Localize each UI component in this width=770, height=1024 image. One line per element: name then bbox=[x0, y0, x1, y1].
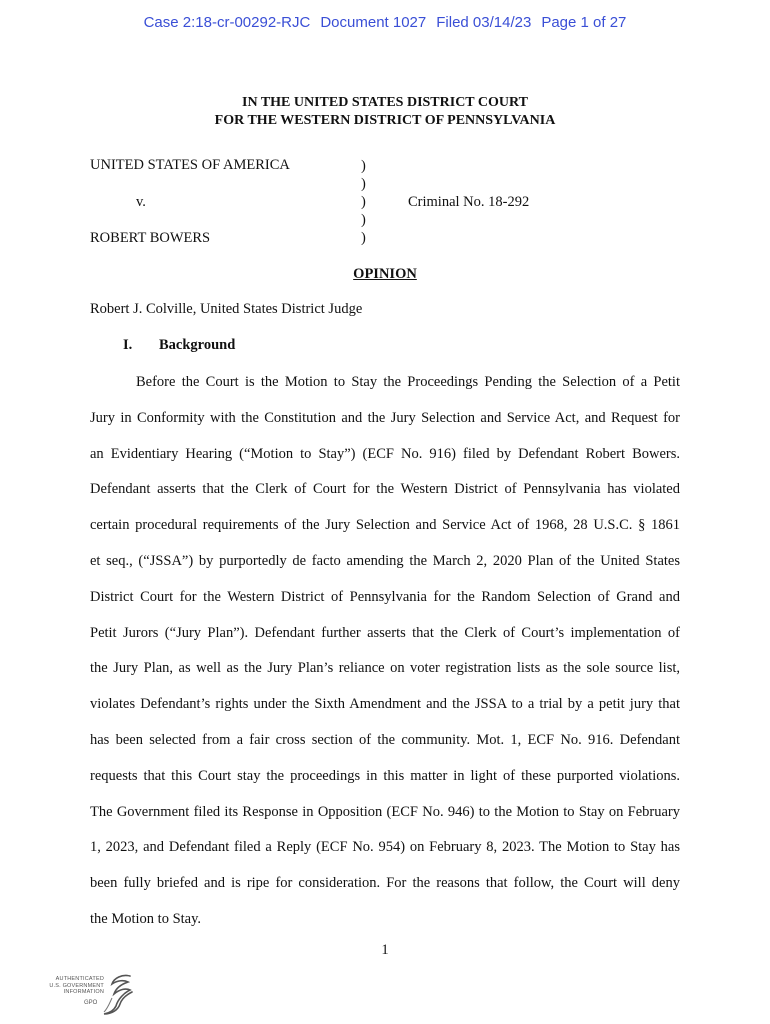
paragraph-line: Defendant asserts that the Clerk of Court for the Western District of Pennsylvania has violated bbox=[90, 481, 680, 498]
paragraph-line: District Court for the Western District of Pennsylvania for the Random Selection of Grand and bbox=[90, 588, 680, 605]
gpo-authentication-seal bbox=[44, 972, 134, 1016]
paragraph-line: Petit Jurors (“Jury Plan”). Defendant further asserts that the Clerk of Court’s implementation of bbox=[90, 624, 680, 641]
defendant-name: ROBERT BOWERS bbox=[90, 230, 211, 246]
paragraph-line: 1, 2023, and Defendant filed a Reply (ECF No. 954) on February 8, 2023. The Motion to Stay has bbox=[90, 839, 680, 856]
filed-date: Filed 03/14/23 bbox=[436, 14, 532, 31]
court-heading bbox=[0, 94, 770, 130]
case-number: Case 2:18-cr-00292-RJC bbox=[143, 14, 311, 31]
caption-parens: ) ) ) ) ) bbox=[361, 158, 366, 246]
paragraph-line: requests that this Court stay the proceedings in this matter in light of these purported violations. bbox=[90, 767, 680, 784]
eagle-logo-icon bbox=[100, 972, 134, 1016]
paragraph-line: an Evidentiary Hearing (“Motion to Stay”) (ECF No. 916) filed by Defendant Robert Bowers. bbox=[90, 445, 680, 462]
paragraph-line: has been selected from a fair cross section of the community. Mot. 1, ECF No. 916. Defendant bbox=[90, 732, 680, 748]
document-title: OPINION bbox=[353, 266, 417, 282]
paragraph-line: the Jury Plan, as well as the Jury Plan’s reliance on voter registration lists as the sole source list, bbox=[90, 660, 680, 677]
case-caption bbox=[90, 157, 690, 252]
criminal-number: Criminal No. 18-292 bbox=[408, 194, 530, 210]
judge-line: Robert J. Colville, United States District Judge bbox=[90, 301, 363, 317]
paragraph-line: The Government filed its Response in Opposition (ECF No. 946) to the Motion to Stay on February bbox=[90, 803, 680, 820]
ecf-header bbox=[0, 14, 770, 31]
seal-gpo-label: GPO bbox=[84, 1000, 98, 1006]
paragraph-line: certain procedural requirements of the Jury Selection and Service Act of 1968, 28 U.S.C. § 1861 bbox=[90, 517, 680, 534]
paragraph-line: Before the Court is the Motion to Stay the Proceedings Pending the Selection of a Petit bbox=[136, 374, 680, 390]
section-title: Background bbox=[159, 337, 236, 353]
page-number: 1 bbox=[381, 942, 389, 958]
page-indicator: Page 1 of 27 bbox=[541, 14, 627, 31]
section-number: I. bbox=[123, 337, 133, 353]
plaintiff-name: UNITED STATES OF AMERICA bbox=[90, 157, 290, 173]
section-heading bbox=[123, 337, 235, 354]
court-heading-line-1: IN THE UNITED STATES DISTRICT COURT bbox=[242, 95, 528, 110]
paragraph-line: Jury in Conformity with the Constitution and the Jury Selection and Service Act, and Request for bbox=[90, 409, 680, 426]
paragraph-line: violates Defendant’s rights under the Sixth Amendment and the JSSA to a trial by a petit jury that bbox=[90, 696, 680, 713]
court-heading-line-2: FOR THE WESTERN DISTRICT OF PENNSYLVANIA bbox=[214, 113, 556, 128]
seal-text: AUTHENTICATED U.S. GOVERNMENT INFORMATION bbox=[49, 976, 104, 995]
paragraph-line: been fully briefed and is ripe for consideration. For the reasons that follow, the Court will deny bbox=[90, 875, 680, 892]
paragraph-line: et seq., (“JSSA”) by purportedly de facto amending the March 2, 2020 Plan of the United States bbox=[90, 553, 680, 569]
versus-label: v. bbox=[136, 194, 146, 210]
document-number: Document 1027 bbox=[320, 14, 427, 31]
paragraph-line: the Motion to Stay. bbox=[90, 911, 202, 927]
